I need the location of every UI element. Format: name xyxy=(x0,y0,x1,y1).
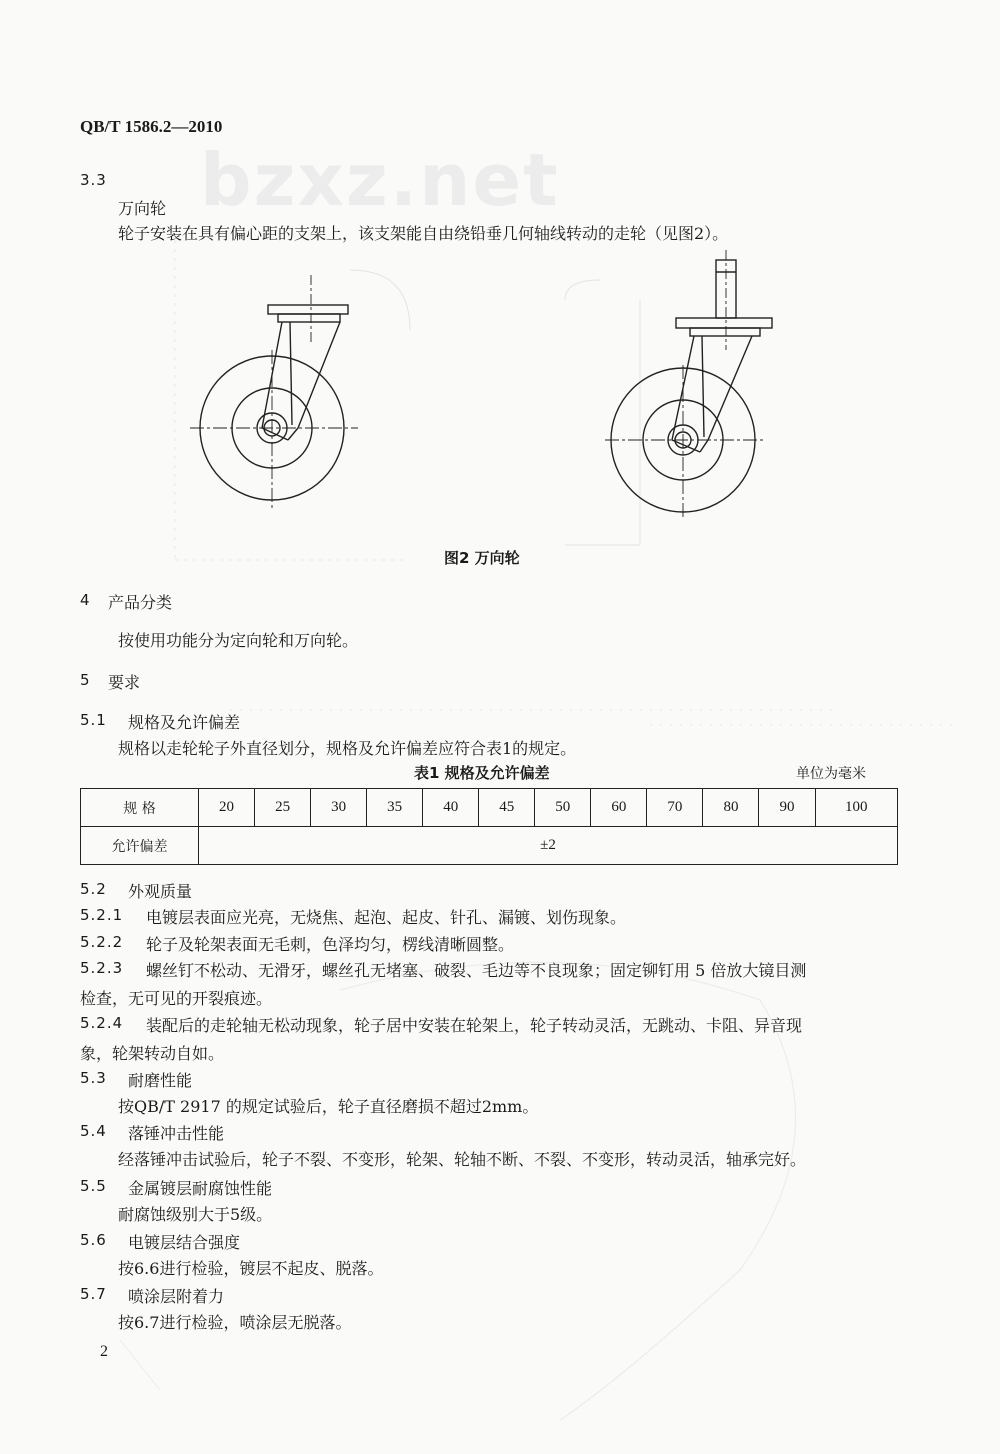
size-cell: 40 xyxy=(423,789,479,827)
table-1-title: 表1 规格及允许偏差 xyxy=(414,764,550,782)
section-5-5-title: 金属镀层耐腐蚀性能 xyxy=(128,1179,273,1198)
section-5-3-number: 5.3 xyxy=(80,1069,107,1087)
section-5-5-text: 耐腐蚀级别大于5级。 xyxy=(118,1205,273,1224)
size-cell: 50 xyxy=(535,789,591,827)
size-cell: 20 xyxy=(199,789,255,827)
section-5-2-title: 外观质量 xyxy=(128,882,193,901)
page-number: 2 xyxy=(100,1343,108,1360)
size-cell: 25 xyxy=(255,789,311,827)
table-row-sizes xyxy=(81,789,898,827)
section-5-3-text: 按QB/T 2917 的规定试验后，轮子直径磨损不超过2mm。 xyxy=(118,1097,539,1116)
row-label-tolerance: 允许偏差 xyxy=(81,827,199,865)
section-5-2-1-text: 电镀层表面应光亮，无烧焦、起泡、起皮、针孔、漏镀、划伤现象。 xyxy=(146,908,627,927)
section-5-3-title: 耐磨性能 xyxy=(128,1071,193,1090)
section-5-title: 要求 xyxy=(108,673,141,692)
section-5-1-text: 规格以走轮轮子外直径划分，规格及允许偏差应符合表1的规定。 xyxy=(118,739,577,758)
table-row-tolerance xyxy=(81,827,898,865)
section-5-2-4-number: 5.2.4 xyxy=(80,1014,124,1032)
section-4-text: 按使用功能分为定向轮和万向轮。 xyxy=(118,631,359,650)
section-5-2-3-text-line1: 螺丝钉不松动、无滑牙，螺丝孔无堵塞、破裂、毛边等不良现象；固定铆钉用 5 倍放大镜目测 xyxy=(146,961,807,980)
figure-caption: 图2 万向轮 xyxy=(444,549,520,567)
section-4-number: 4 xyxy=(80,591,91,609)
standard-number: QB/T 1586.2—2010 xyxy=(80,117,223,136)
section-5-7-title: 喷涂层附着力 xyxy=(128,1287,225,1306)
table-1-unit: 单位为毫米 xyxy=(796,766,866,782)
size-cell: 90 xyxy=(759,789,815,827)
section-5-2-2-number: 5.2.2 xyxy=(80,933,124,951)
size-cell: 35 xyxy=(367,789,423,827)
figure-swivel-caster-drawing xyxy=(0,0,1000,560)
term-title: 万向轮 xyxy=(118,199,167,218)
size-cell: 100 xyxy=(815,789,897,827)
row-label-size: 规 格 xyxy=(81,789,199,827)
section-5-6-number: 5.6 xyxy=(80,1231,107,1249)
section-5-2-1-number: 5.2.1 xyxy=(80,906,124,924)
section-5-4-text: 经落锤冲击试验后，轮子不裂、不变形，轮架、轮轴不断、不裂、不变形，转动灵活，轴承完好。 xyxy=(118,1150,807,1169)
section-5-1-title: 规格及允许偏差 xyxy=(128,713,241,732)
section-5-2-4-text-line2: 象，轮架转动自如。 xyxy=(80,1044,225,1063)
section-5-2-3-number: 5.2.3 xyxy=(80,959,124,977)
section-5-2-2-text: 轮子及轮架表面无毛刺，色泽均匀，楞线清晰圆整。 xyxy=(146,935,515,954)
size-cell: 45 xyxy=(479,789,535,827)
section-5-2-3-text-line2: 检查，无可见的开裂痕迹。 xyxy=(80,989,273,1008)
caster-right xyxy=(605,250,772,520)
section-5-6-text: 按6.6进行检验，镀层不起皮、脱落。 xyxy=(118,1259,384,1278)
term-definition: 轮子安装在具有偏心距的支架上，该支架能自由绕铅垂几何轴线转动的走轮（见图2）。 xyxy=(118,224,729,243)
section-5-2-4-text-line1: 装配后的走轮轴无松动现象，轮子居中安装在轮架上，轮子转动灵活，无跳动、卡阻、异音现 xyxy=(146,1016,803,1035)
size-cell: 80 xyxy=(703,789,759,827)
size-cell: 60 xyxy=(591,789,647,827)
section-5-1-number: 5.1 xyxy=(80,711,107,729)
size-cell: 30 xyxy=(311,789,367,827)
section-4-title: 产品分类 xyxy=(108,593,173,612)
caster-left xyxy=(190,275,358,510)
section-5-2-number: 5.2 xyxy=(80,880,107,898)
size-cell: 70 xyxy=(647,789,703,827)
section-5-6-title: 电镀层结合强度 xyxy=(128,1233,241,1252)
tolerance-cell: ±2 xyxy=(199,827,898,865)
section-5-7-text: 按6.7进行检验，喷涂层无脱落。 xyxy=(118,1313,352,1332)
section-5-7-number: 5.7 xyxy=(80,1285,107,1303)
section-5-number: 5 xyxy=(80,671,91,689)
section-5-4-title: 落锤冲击性能 xyxy=(128,1124,225,1143)
section-3-3-number: 3.3 xyxy=(80,171,107,189)
watermark: bzxz.net xyxy=(200,138,560,222)
table-1-specifications xyxy=(80,788,898,865)
section-5-4-number: 5.4 xyxy=(80,1122,107,1140)
section-5-5-number: 5.5 xyxy=(80,1177,107,1195)
